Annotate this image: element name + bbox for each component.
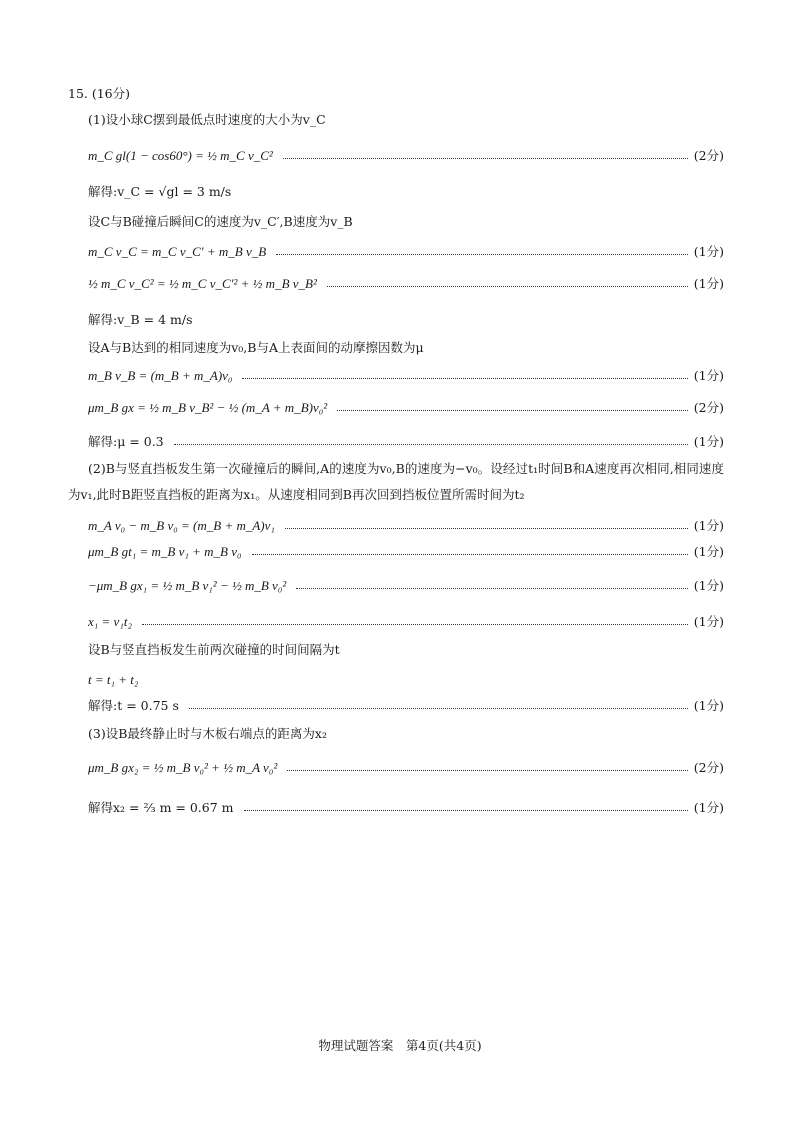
leader-dots [244,809,688,811]
line-e3: ½ m_C v_C² = ½ m_C v_C′² + ½ m_B v_B² (1分) [88,276,724,291]
line-e9: x₁ = v₁t₂ (1分) [88,614,724,629]
leader-dots [287,769,688,771]
line-r1: 解得:v_C = √gl = 3 m/s [88,184,232,199]
leader-dots [276,253,688,255]
page-footer: 物理试题答案 第4页(共4页) [318,1038,482,1053]
line-e1: m_C gl(1 − cos60°) = ½ m_C v_C² (2分) [88,148,724,163]
leader-dots [296,587,688,589]
line-p5: 设B与竖直挡板发生前两次碰撞的时间间隔为t [88,642,340,657]
line-r3: 解得:μ = 0.3 (1分) [88,434,724,449]
line-e8: −μm_B gx₁ = ½ m_B v₁² − ½ m_B v₀² (1分) [88,578,724,593]
question-heading: 15. (16分) [68,86,131,101]
leader-dots [327,285,688,287]
line-e7: μm_B gt₁ = m_B v₁ + m_B v₀ (1分) [88,544,724,559]
leader-dots [252,553,688,555]
leader-dots [337,409,688,411]
leader-dots [283,157,688,159]
leader-dots [242,377,687,379]
line-p2: 设C与B碰撞后瞬间C的速度为v_C′,B速度为v_B [88,214,353,229]
line-e6: m_A v₀ − m_B v₀ = (m_B + m_A)v₁ (1分) [88,518,724,533]
leader-dots [174,443,688,445]
line-e11: μm_B gx₂ = ½ m_B v₀² + ½ m_A v₀² (2分) [88,760,724,775]
line-e5: μm_B gx = ½ m_B v_B² − ½ (m_A + m_B)v₀² (2分) [88,400,724,415]
line-e10: t = t₁ + t₂ [88,672,139,687]
line-e4: m_B v_B = (m_B + m_A)v₀ (1分) [88,368,724,383]
line-r4: 解得:t = 0.75 s (1分) [88,698,724,713]
paragraph-part2: (2)B与竖直挡板发生第一次碰撞后的瞬间,A的速度为v₀,B的速度为−v₀。设经过t₁时间B和A速度再次相同,相同速度为v₁,此时B距竖直挡板的距离为x₁。从速度相同到B再次回到挡板位置所需时间为t₂ [68,461,724,502]
line-p6: (3)设B最终静止时与木板右端点的距离为x₂ [88,726,327,741]
line-e2: m_C v_C = m_C v_C′ + m_B v_B (1分) [88,244,724,259]
leader-dots [189,707,688,709]
line-r2: 解得:v_B = 4 m/s [88,312,193,327]
leader-dots [285,527,688,529]
line-p3: 设A与B达到的相同速度为v₀,B与A上表面间的动摩擦因数为μ [88,340,424,355]
line-r5: 解得x₂ = ⅔ m = 0.67 m (1分) [88,800,724,815]
leader-dots [142,623,688,625]
line-p1: (1)设小球C摆到最低点时速度的大小为v_C [88,112,326,127]
